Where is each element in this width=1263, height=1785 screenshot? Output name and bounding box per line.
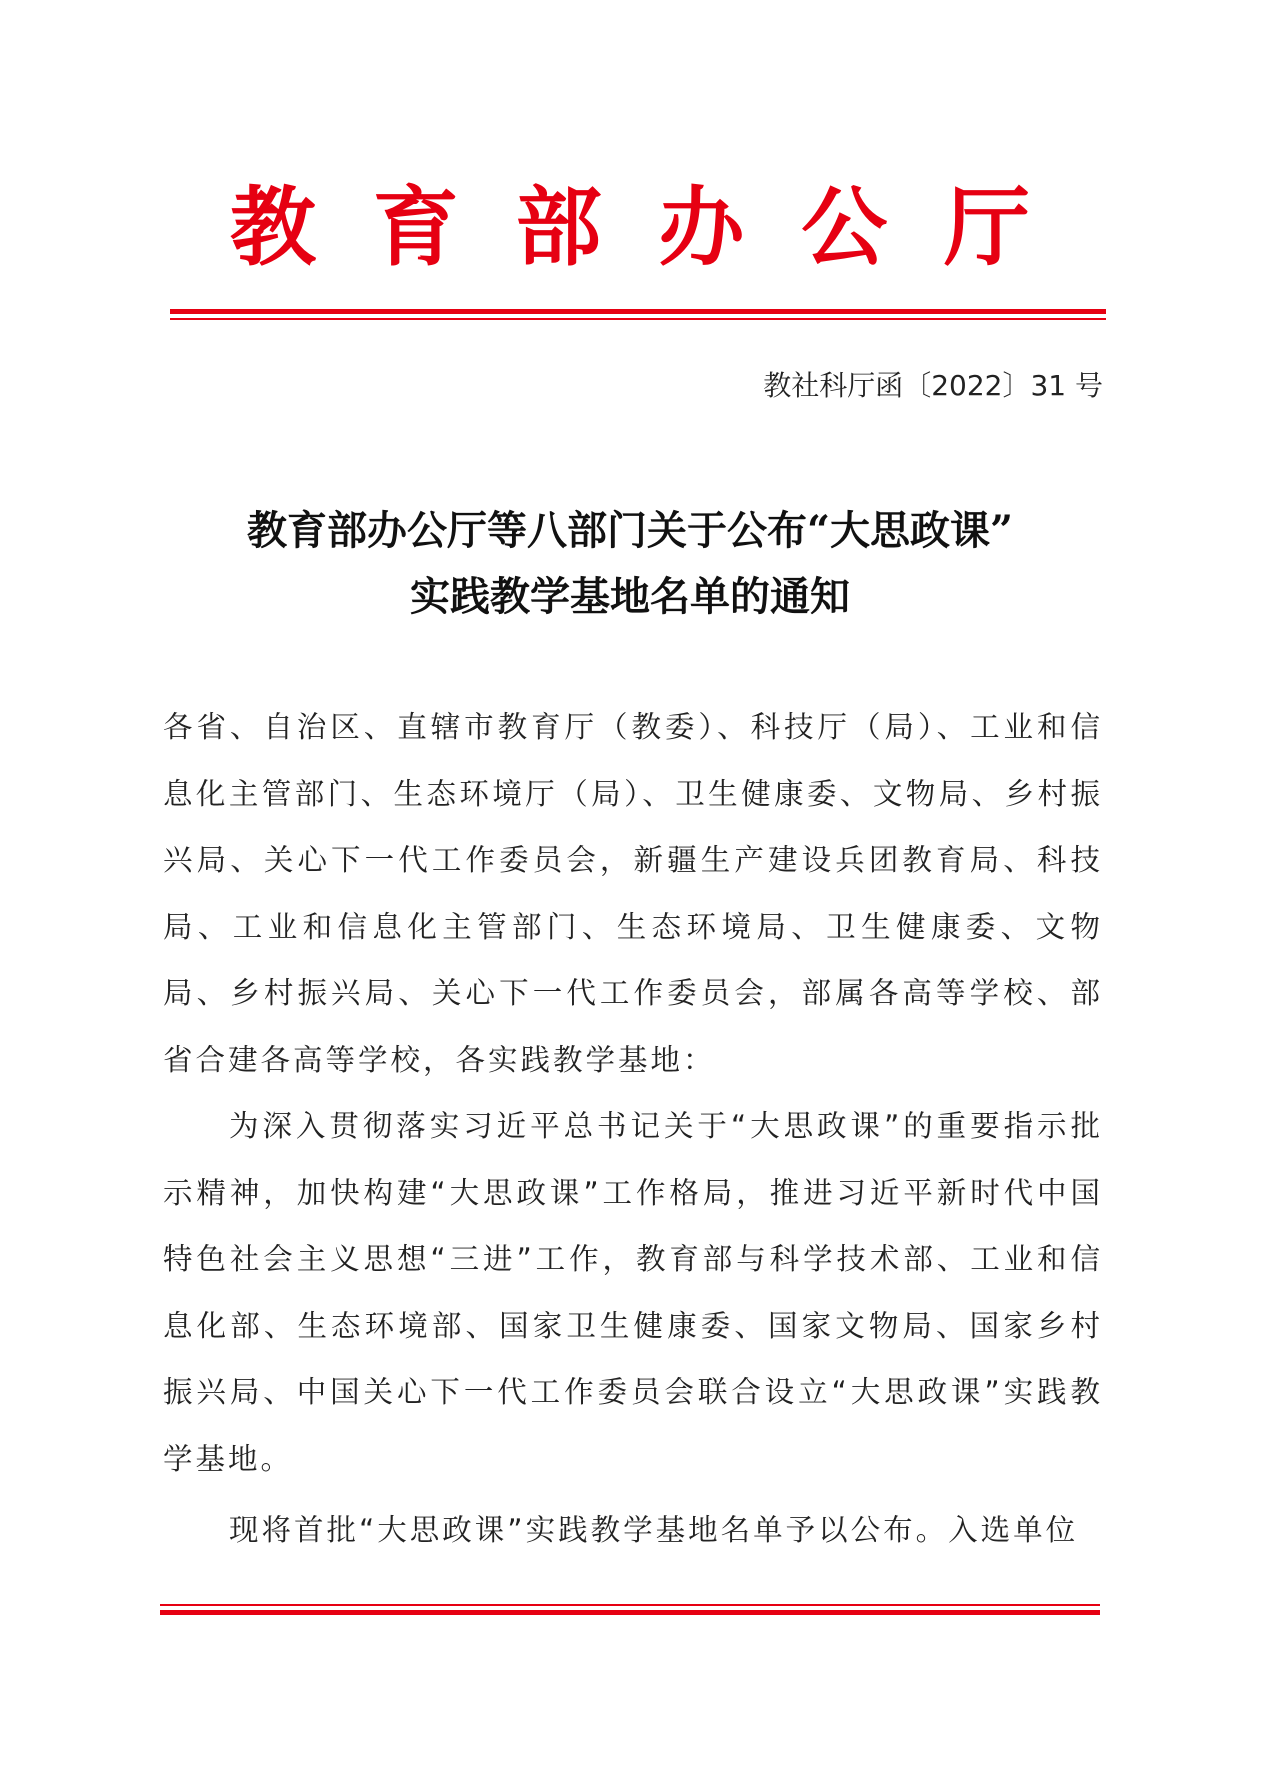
document-title [160, 498, 1100, 630]
masthead-char: 厅 [943, 177, 1030, 278]
header-red-rule-thin [170, 318, 1106, 320]
masthead-char: 部 [515, 177, 602, 278]
masthead [230, 178, 1030, 278]
addressee-paragraph: 各省、自治区、直辖市教育厅（教委）、科技厅（局）、工业和信息化主管部门、生态环境厅（局）、卫生健康委、文物局、乡村振兴局、关心下一代工作委员会，新疆生产建设兵团教育局、科技局、工业和信息化主管部门、生态环境局、卫生健康委、文物局、乡村振兴局、关心下一代工作委员会，部属各高等学校、部省合建各高等学校，各实践教学基地： [163, 710, 1103, 1077]
title-line-1: 教育部办公厅等八部门关于公布“大思政课” [246, 507, 1013, 554]
title-line-2: 实践教学基地名单的通知 [410, 573, 850, 620]
masthead-char: 教 [230, 177, 316, 278]
masthead-char: 公 [801, 177, 888, 278]
masthead-char: 办 [658, 177, 745, 278]
header-red-rule-thick [170, 309, 1106, 314]
document-body [163, 694, 1103, 1564]
footer-red-rule-thin [160, 1604, 1100, 1606]
footer-red-rule-thick [160, 1610, 1100, 1615]
body-paragraph-1: 为深入贯彻落实习近平总书记关于“大思政课”的重要指示批示精神，加快构建“大思政课”工作格局，推进习近平新时代中国特色社会主义思想“三进”工作，教育部与科学技术部、工业和信息化部、生态环境部、国家卫生健康委、国家文物局、国家乡村振兴局、中国关心下一代工作委员会联合设立“大思政课”实践教学基地。 [163, 1109, 1103, 1476]
body-paragraph-2: 现将首批“大思政课”实践教学基地名单予以公布。入选单位 [229, 1513, 1079, 1547]
document-number: 教社科厅函〔2022〕31 号 [763, 369, 1103, 402]
masthead-char: 育 [372, 177, 459, 278]
